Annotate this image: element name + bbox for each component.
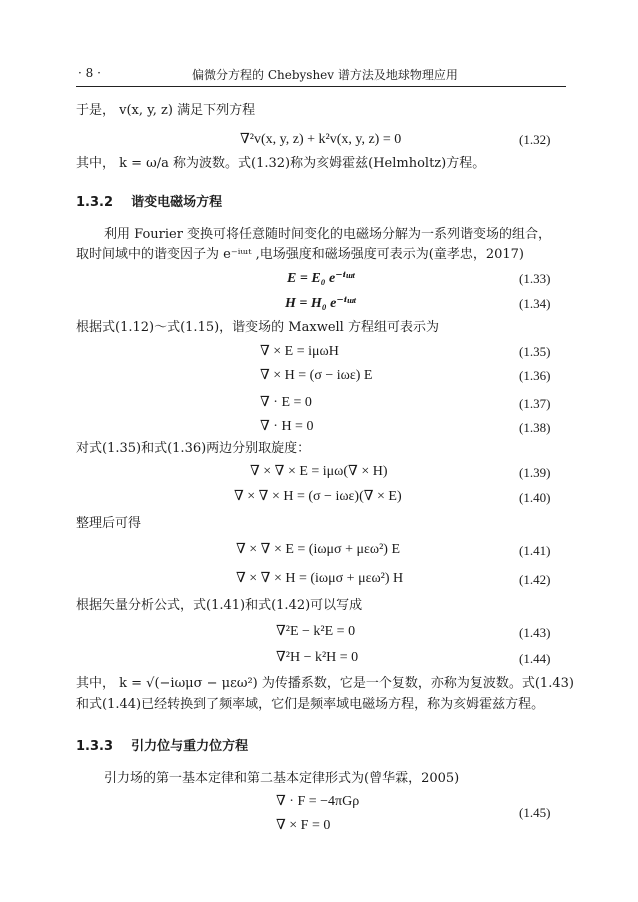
equation-1-44: ∇²H − k²H = 0 <box>276 650 359 665</box>
text-line-8: 根据矢量分析公式，式(1.41)和式(1.42)可以写成 <box>76 598 363 613</box>
equation-1-36: ∇ × H = (σ − iωε) E <box>260 368 373 383</box>
section-title: 引力位与重力位方程 <box>131 739 249 754</box>
equation-1-39: ∇ × ∇ × E = iμω(∇ × H) <box>250 464 388 479</box>
equation-1-37: ∇ · E = 0 <box>260 395 312 410</box>
header-rule <box>76 86 566 87</box>
equation-1-45-line-1: ∇ · F = −4πGρ <box>276 794 360 809</box>
text-line-4: 取时间域中的谐变因子为 e⁻ⁱᵚᵗ ,电场强度和磁场强度可表示为(童孝忠，2017) <box>76 247 524 262</box>
section-number: 1.3.3 <box>76 739 114 754</box>
page-number: · 8 · <box>78 66 101 80</box>
text-line-5: 根据式(1.12)～式(1.15)，谐变场的 Maxwell 方程组可表示为 <box>76 320 439 335</box>
equation-number-1-45: (1.45) <box>519 805 551 820</box>
equation-1-35: ∇ × E = iμωH <box>260 344 339 359</box>
equation-number-1-36: (1.36) <box>519 368 551 383</box>
equation-number-1-43: (1.43) <box>519 625 551 640</box>
text-line-2: 其中， k = ω/a 称为波数。式(1.32)称为亥姆霍兹(Helmholtz)方程。 <box>76 156 486 171</box>
text-line-11: 引力场的第一基本定律和第二基本定律形式为(曾华霖，2005) <box>104 771 460 786</box>
equation-1-33: E = E₀ e⁻ⁱᵚᵗ <box>287 271 355 286</box>
equation-1-41: ∇ × ∇ × E = (iωμσ + μεω²) E <box>236 542 401 557</box>
equation-1-40: ∇ × ∇ × H = (σ − iωε)(∇ × E) <box>234 489 402 504</box>
equation-number-1-35: (1.35) <box>519 344 551 359</box>
equation-number-1-34: (1.34) <box>519 296 551 311</box>
equation-1-43: ∇²E − k²E = 0 <box>276 624 356 639</box>
equation-1-38: ∇ · H = 0 <box>260 419 314 434</box>
equation-number-1-32: (1.32) <box>519 132 551 147</box>
text-line-10: 和式(1.44)已经转换到了频率域，它们是频率域电磁场方程，称为亥姆霍兹方程。 <box>76 697 545 712</box>
text-line-1: 于是， v(x, y, z) 满足下列方程 <box>76 103 256 118</box>
equation-number-1-44: (1.44) <box>519 651 551 666</box>
equation-number-1-39: (1.39) <box>519 465 551 480</box>
equation-1-32: ∇²v(x, y, z) + k²v(x, y, z) = 0 <box>240 132 402 147</box>
equation-1-42: ∇ × ∇ × H = (iωμσ + μεω²) H <box>236 571 404 586</box>
section-heading-1-3-3 <box>76 735 248 754</box>
section-title: 谐变电磁场方程 <box>131 195 223 210</box>
equation-number-1-38: (1.38) <box>519 420 551 435</box>
equation-number-1-42: (1.42) <box>519 572 551 587</box>
equation-number-1-41: (1.41) <box>519 543 551 558</box>
section-heading-1-3-2 <box>76 191 222 210</box>
text-line-9: 其中， k = √(−iωμσ − μεω²) 为传播系数，它是一个复数，亦称为复波数。式(1.43) <box>76 676 574 691</box>
equation-1-45-line-2: ∇ × F = 0 <box>276 818 331 833</box>
text-line-7: 整理后可得 <box>76 516 142 531</box>
text-line-3: 利用 Fourier 变换可将任意随时间变化的电磁场分解为一系列谐变场的组合， <box>104 227 552 242</box>
text-line-6: 对式(1.35)和式(1.36)两边分别取旋度： <box>76 441 311 456</box>
equation-number-1-33: (1.33) <box>519 271 551 286</box>
equation-number-1-40: (1.40) <box>519 490 551 505</box>
equation-1-34: H = H₀ e⁻ⁱᵚᵗ <box>285 296 356 311</box>
equation-number-1-37: (1.37) <box>519 396 551 411</box>
running-header-title: 偏微分方程的 Chebyshev 谱方法及地球物理应用 <box>192 68 458 82</box>
section-number: 1.3.2 <box>76 195 114 210</box>
